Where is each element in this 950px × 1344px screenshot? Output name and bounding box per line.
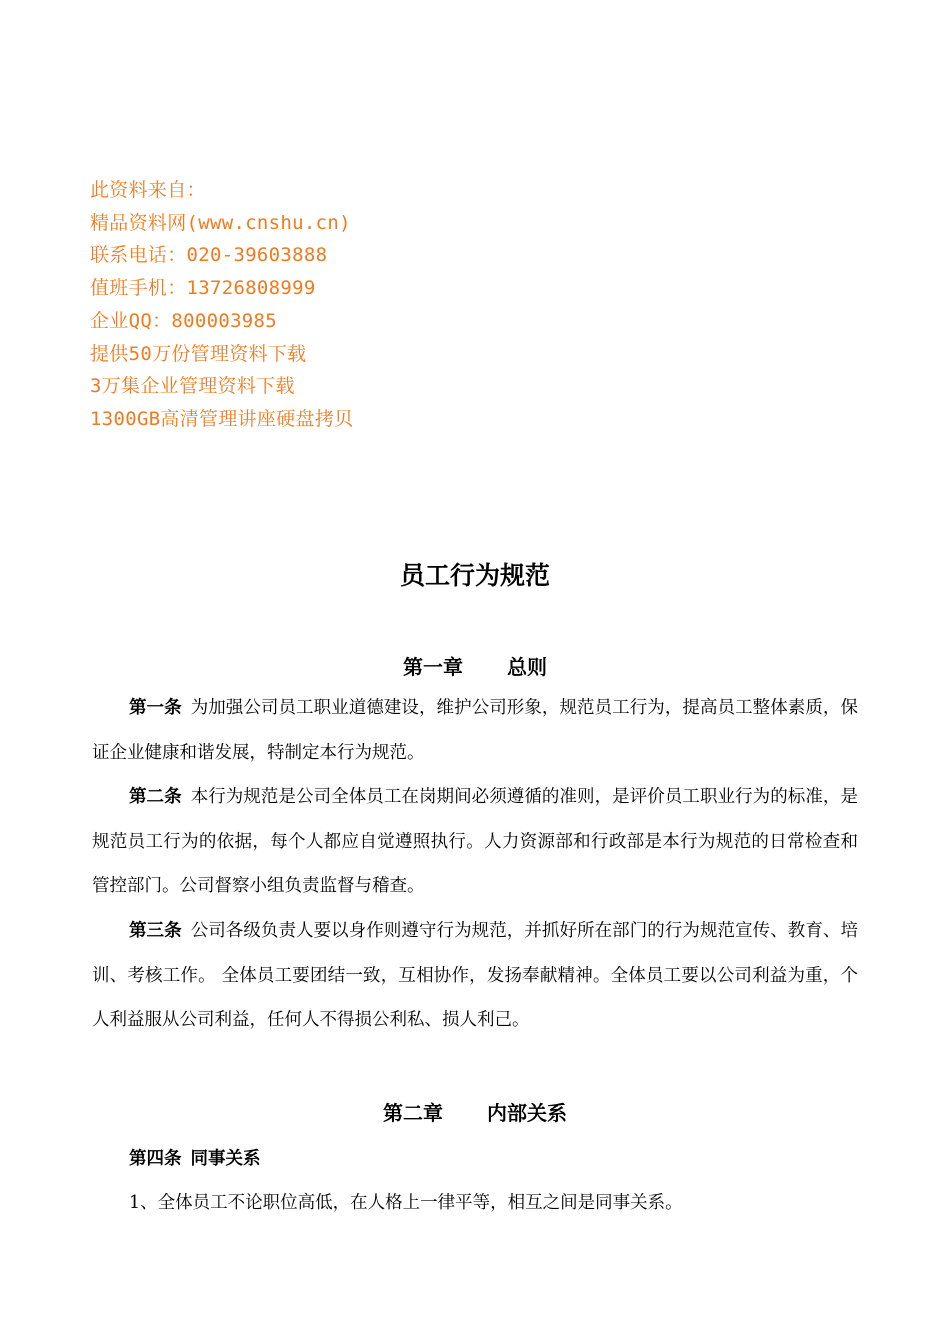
- article-text: 公司各级负责人要以身作则遵守行为规范，并抓好所在部门的行为规范宣传、教育、培训、考核工作。 全体员工要团结一致，互相协作，发扬奉献精神。全体员工要以公司利益为重，个人利益服从公司利益，任何人不得损公利私、损人利己。: [92, 921, 858, 1030]
- article-label: 第二条: [129, 787, 182, 807]
- source-line: 企业QQ：800003985: [90, 309, 278, 332]
- document-title: 员工行为规范: [399, 561, 550, 590]
- chapter-name: 总则: [507, 655, 547, 679]
- chapter-heading: [0, 651, 950, 680]
- source-info-block: [90, 174, 353, 436]
- source-line: 值班手机：13726808999: [90, 277, 316, 300]
- list-item: 1、全体员工不论职位高低，在人格上一律平等，相互之间是同事关系。: [129, 1193, 683, 1213]
- article-text: 为加强公司员工职业道德建设，维护公司形象，规范员工行为，提高员工整体素质，保证企业健康和谐发展，特制定本行为规范。: [92, 698, 858, 763]
- source-line: 3万集企业管理资料下载: [90, 375, 295, 398]
- article-label: 第四条: [129, 1149, 182, 1169]
- chapter-number: 第一章: [403, 655, 463, 679]
- article-paragraph: [92, 686, 858, 775]
- source-line: 此资料来自：: [90, 179, 206, 201]
- article-label: 第三条: [129, 921, 182, 941]
- article-paragraph: [92, 909, 858, 1043]
- article-label: 第一条: [129, 698, 182, 718]
- article-paragraph: [92, 775, 858, 909]
- source-line: 1300GB高清管理讲座硬盘拷贝: [90, 407, 354, 430]
- chapter-number: 第二章: [383, 1101, 443, 1125]
- source-line: 联系电话：020-39603888: [90, 244, 328, 267]
- article-heading: [129, 1145, 261, 1170]
- source-line: 提供50万份管理资料下载: [90, 342, 307, 365]
- chapter-name: 内部关系: [487, 1101, 567, 1125]
- source-line: 精品资料网(www.cnshu.cn): [90, 211, 351, 234]
- article-text: 本行为规范是公司全体员工在岗期间必须遵循的准则，是评价员工职业行为的标准，是规范员工行为的依据，每个人都应自觉遵照执行。人力资源部和行政部是本行为规范的日常检查和管控部门。公司督察小组负责监督与稽查。: [92, 787, 858, 896]
- chapter-heading: [0, 1097, 950, 1126]
- article-heading-text: 同事关系: [190, 1149, 261, 1169]
